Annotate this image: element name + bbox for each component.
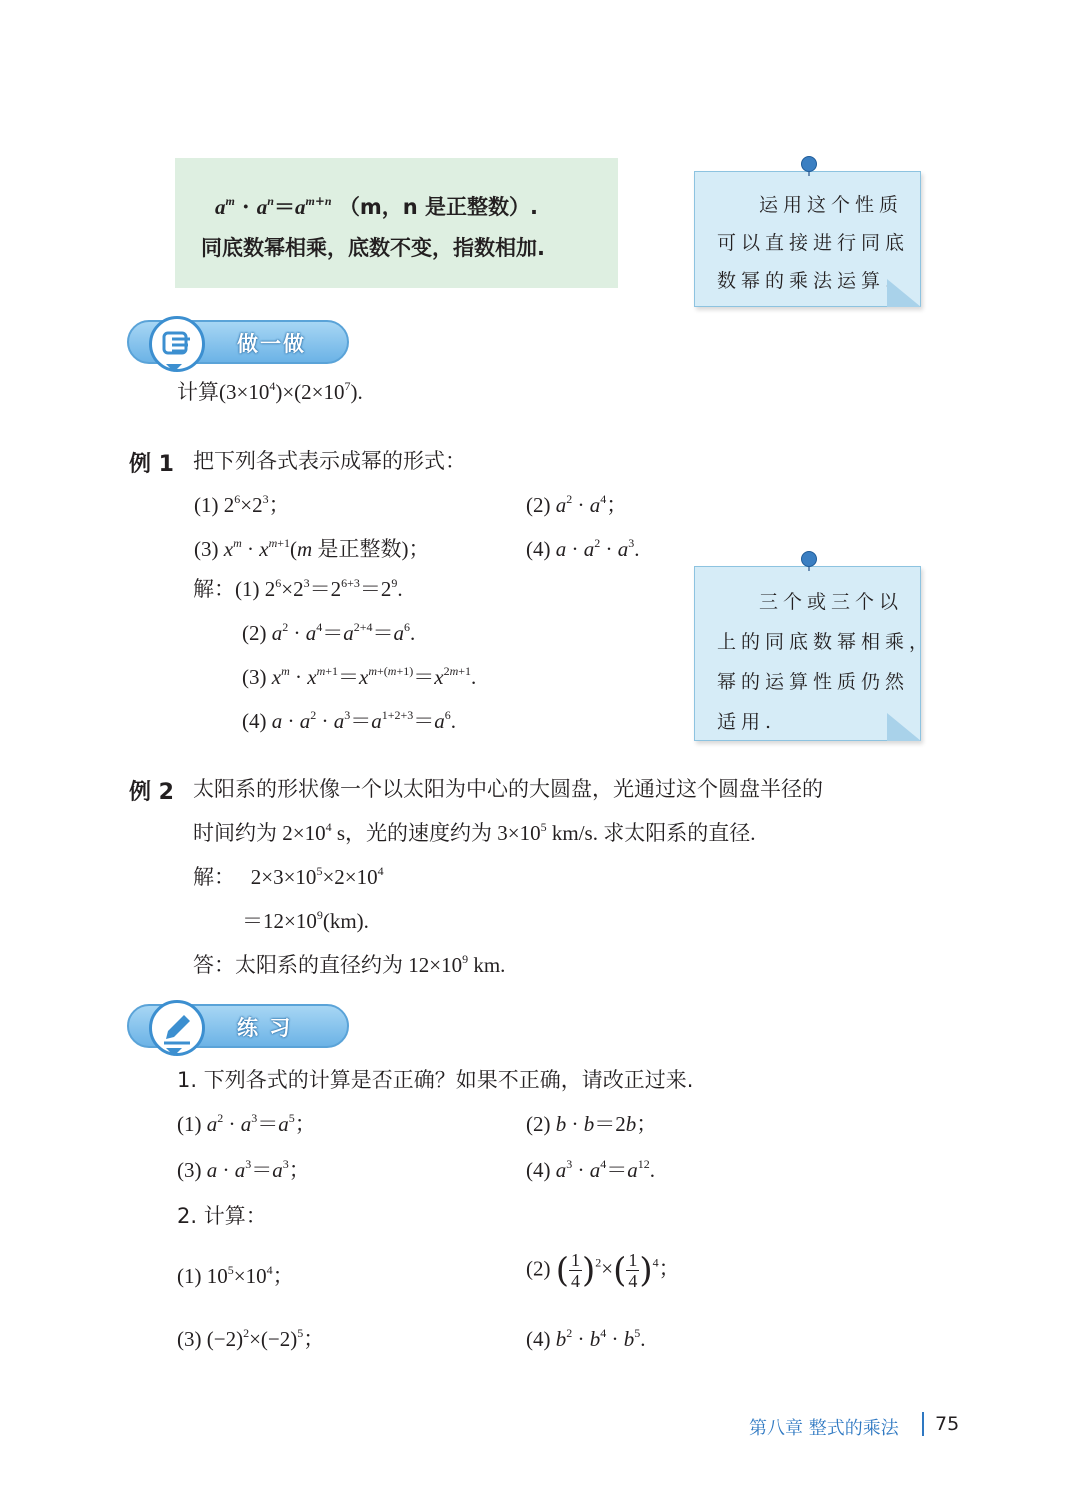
- note2-line1: 三个或三个以: [759, 591, 904, 613]
- pushpin-icon: [801, 156, 817, 172]
- ex1-q1: (1) $2^6\times 2^3$；: [194, 492, 290, 517]
- note1-line2: 可以直接进行同底: [717, 232, 910, 254]
- banner-pointer: [166, 364, 182, 372]
- note2-line4: 适用.: [717, 711, 777, 733]
- practice-q2: 2. 计算：: [177, 1204, 267, 1228]
- example1-label: 例 1: [129, 452, 174, 477]
- pushpin-icon: [801, 551, 817, 567]
- note1-line1: 运用这个性质: [759, 194, 904, 216]
- zuo-yi-zuo-problem: 计算$(3\times 10^4)\times(2\times 10^7)$.: [177, 379, 363, 404]
- ex1-solution-2: (2) $a^2 \cdot a^4=a^{2+4}=a^6$.: [242, 620, 416, 645]
- practice-q2-4: (4) $b^2 \cdot b^4 \cdot b^5$.: [526, 1326, 646, 1351]
- ex1-q4: (4) $a \cdot a^2 \cdot a^3$.: [526, 536, 640, 561]
- ex1-q3: (3) $x^m \cdot x^{m+1}(m$ 是正整数)；: [194, 536, 430, 561]
- practice-q2-1: (1) $10^5\times 10^4$；: [177, 1263, 294, 1288]
- page-curl-icon: [887, 713, 921, 741]
- zuo-yi-zuo-label: 做一做: [237, 332, 306, 356]
- example2-solution-1: 解： $2\times 3\times 10^5\times 2\times 10^4$: [193, 864, 384, 889]
- ex1-solution-4: (4) $a \cdot a^2 \cdot a^3=a^{1+2+3}=a^6$.: [242, 708, 457, 733]
- footer-divider: [922, 1412, 924, 1436]
- practice-label: 练 习: [237, 1016, 293, 1040]
- example1-title: 把下列各式表示成幂的形式：: [193, 449, 466, 473]
- practice-banner: [127, 1004, 349, 1048]
- footer-chapter: 第八章 整式的乘法: [749, 1418, 899, 1439]
- page-number: 75: [935, 1413, 960, 1435]
- example2-solution-2: $=12\times 10^9(km)$.: [242, 908, 369, 933]
- practice-q1-1: (1) $a^2 \cdot a^3=a^5$；: [177, 1111, 316, 1136]
- sticky-note-2: [694, 566, 934, 741]
- practice-q2-2: (2) ( $\frac{1}{4}$ )$^2$×( $\frac{1}{4}$ )$^4$；: [526, 1250, 680, 1291]
- practice-q2-3: (3) $(-2)^2\times(-2)^5$；: [177, 1326, 325, 1351]
- ex1-q2: (2) $a^2 \cdot a^4$；: [526, 492, 628, 517]
- practice-q1-3: (3) $a \cdot a^3=a^3$；: [177, 1157, 310, 1182]
- example2-label: 例 2: [129, 780, 174, 805]
- practice-q1-2: (2) b · b＝2b；: [526, 1112, 658, 1136]
- note1-line3: 数幂的乘法运算.: [717, 270, 897, 292]
- practice-q1-4: (4) $a^3 \cdot a^4=a^{12}$.: [526, 1157, 655, 1182]
- formula-rule-text: 同底数幂相乘，底数不变，指数相加.: [201, 236, 545, 260]
- example2-text2: 时间约为 $2\times 10^4$ s，光的速度约为 $3\times 10^5$ km/s. 求太阳系的直径.: [193, 820, 756, 845]
- example2-answer: 答：太阳系的直径约为 $12\times 10^9$ km.: [193, 952, 506, 977]
- sticky-note-1: [694, 171, 921, 307]
- page-curl-icon: [887, 279, 921, 307]
- note2-line2: 上的同底数幂相乘，: [717, 631, 934, 653]
- ex1-solution-3: (3) $x^m \cdot x^{m+1}=x^{m+(m+1)}=x^{2m+1}$.: [242, 664, 477, 689]
- note2-line3: 幂的运算性质仍然: [717, 671, 910, 693]
- formula-box: [175, 158, 618, 288]
- zuo-yi-zuo-banner: [127, 320, 349, 364]
- formula-rule: $a^m \cdot a^n=a^{m+n}$ （m，n 是正整数）.: [215, 194, 538, 219]
- ex1-solution-1: 解：(1) $2^6\times 2^3=2^{6+3}=2^9$.: [193, 576, 403, 601]
- banner-pointer: [166, 1048, 182, 1056]
- practice-q1: 1. 下列各式的计算是否正确？如果不正确，请改正过来.: [177, 1068, 694, 1092]
- example2-text1: 太阳系的形状像一个以太阳为中心的大圆盘，光通过这个圆盘半径的: [193, 777, 823, 801]
